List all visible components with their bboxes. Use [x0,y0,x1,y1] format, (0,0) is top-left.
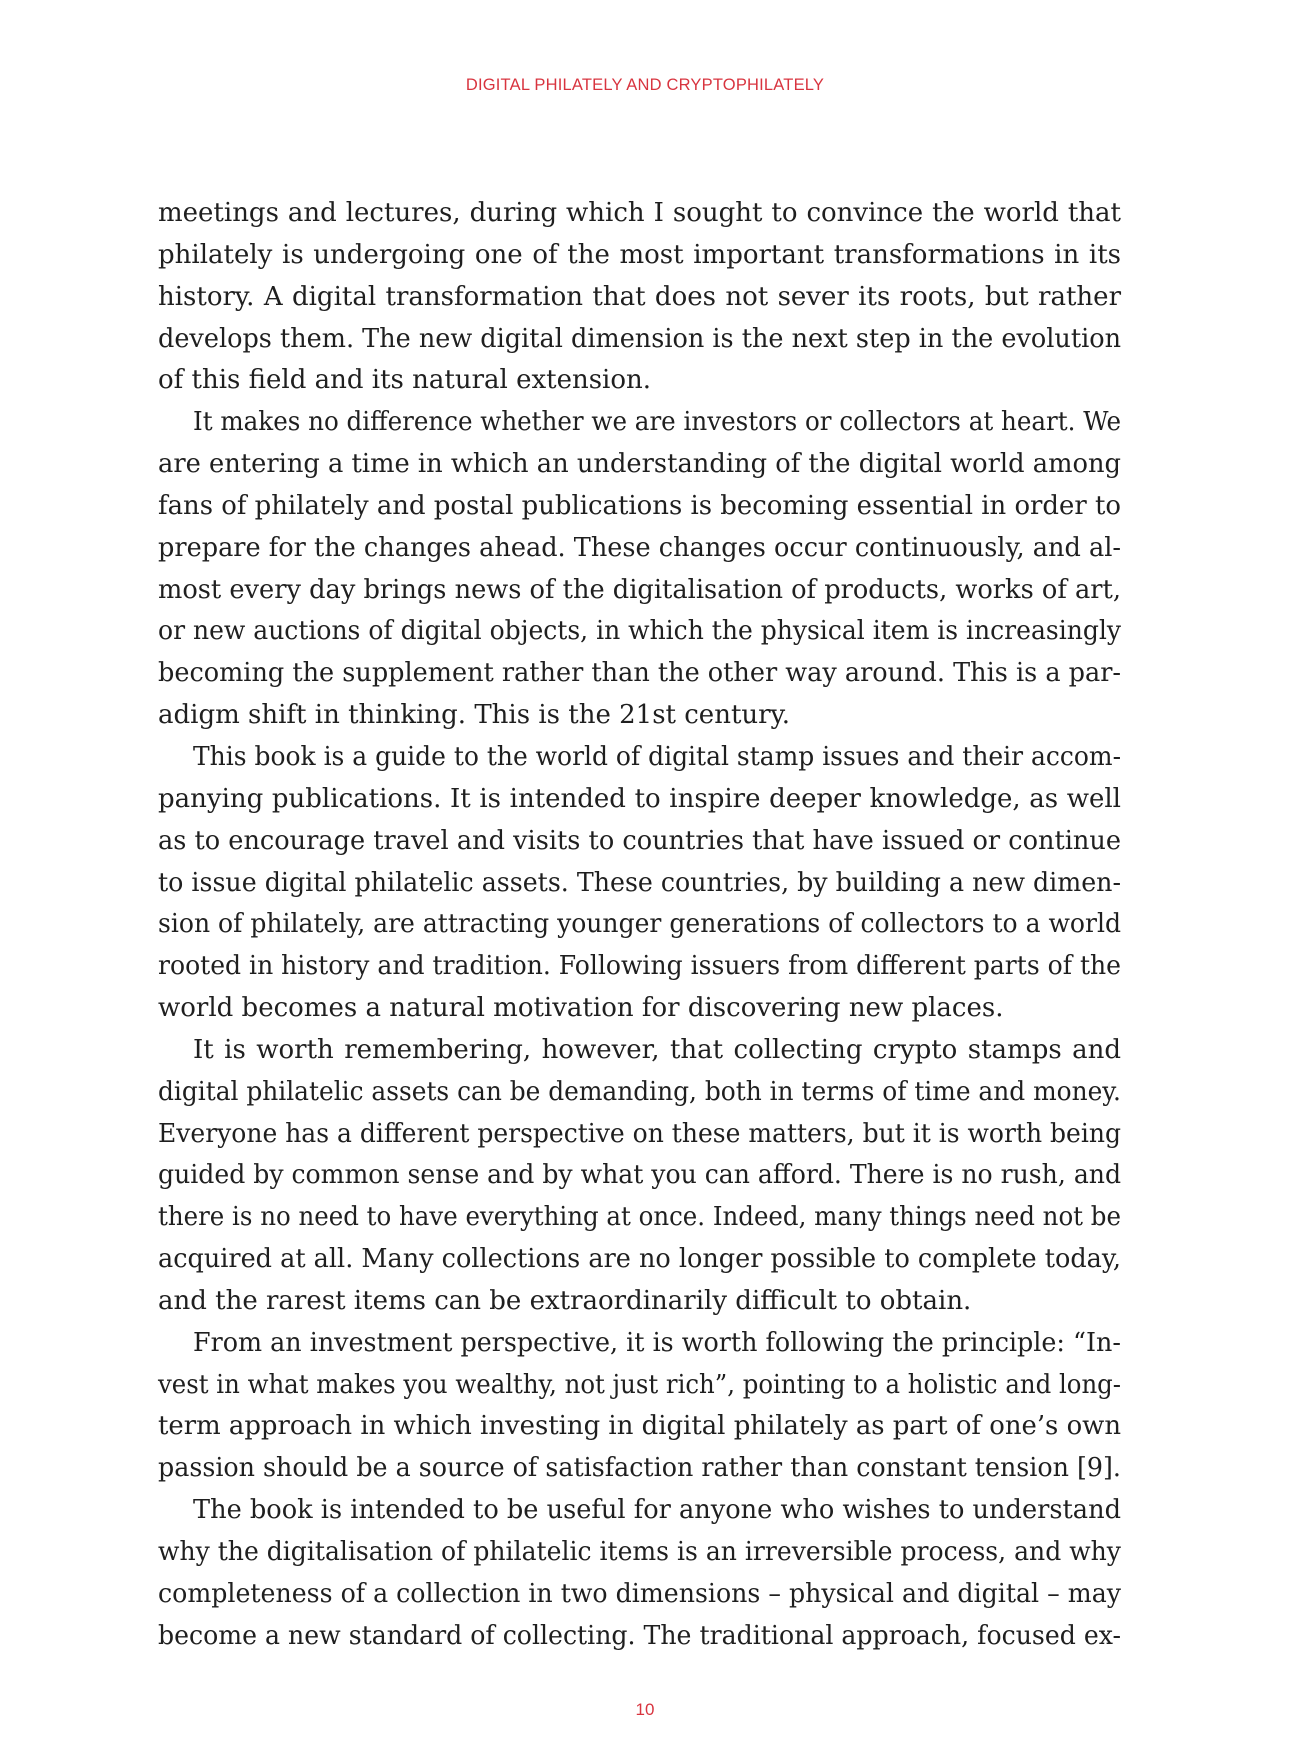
text-line: vest in what makes you wealthy, not just rich”, pointing to a holistic and long- [158,1369,1122,1400]
text-line: or new auctions of digital objects, in which the physical item is increasingly [158,616,1121,647]
text-line: acquired at all. Many collections are no longer possible to complete today, [158,1244,1122,1275]
text-line: and the rarest items can be extraordinarily difficult to obtain. [158,1285,972,1316]
text-line: term approach in which investing in digital philately as part of one’s own [158,1411,1122,1442]
text-line: Everyone has a different perspective on these matters, but it is worth being [158,1118,1121,1149]
text-line: From an investment perspective, it is worth following the principle: “In- [193,1327,1121,1358]
text-line: It is worth remembering, however, that collecting crypto stamps and [193,1034,1121,1065]
text-line: meetings and lectures, during which I sought to convince the world that [158,198,1121,228]
text-line: guided by common sense and by what you can afford. There is no rush, and [158,1160,1122,1191]
text-line: become a new standard of collecting. The traditional approach, focused ex- [158,1620,1122,1651]
text-line: history. A digital transformation that does not sever its roots, but rather [158,281,1121,312]
text-line: digital philatelic assets can be demanding, both in terms of time and money. [158,1076,1121,1107]
text-line: develops them. The new digital dimension is the next step in the evolution [158,323,1122,354]
page-number: 10 [635,1700,655,1719]
body-text [158,193,1121,1658]
running-header: DIGITAL PHILATELY AND CRYPTOPHILATELY [465,76,825,94]
text-line: rooted in history and tradition. Following issuers from different parts of the [158,951,1122,982]
text-line: It makes no difference whether we are investors or collectors at heart. We [193,407,1122,438]
text-line: completeness of a collection in two dimensions – physical and digital – may [158,1578,1122,1609]
text-line: are entering a time in which an understanding of the digital world among [158,449,1121,480]
text-line: passion should be a source of satisfaction rather than constant tension [9]. [158,1453,1121,1484]
text-line: panying publications. It is intended to inspire deeper knowledge, as well [158,783,1121,814]
text-line: world becomes a natural motivation for discovering new places. [158,993,1004,1024]
text-line: of this field and its natural extension. [158,365,652,396]
text-line: as to encourage travel and visits to countries that have issued or continue [158,825,1121,856]
text-line: The book is intended to be useful for anyone who wishes to understand [193,1495,1121,1526]
text-line: This book is a guide to the world of digital stamp issues and their accom- [193,741,1122,772]
text-line: adigm shift in thinking. This is the 21st century. [158,700,791,731]
text-line: becoming the supplement rather than the other way around. This is a par- [158,658,1122,689]
text-line: why the digitalisation of philatelic items is an irreversible process, and why [158,1537,1121,1567]
text-line: prepare for the changes ahead. These changes occur continuously, and al- [158,532,1122,563]
text-line: there is no need to have everything at once. Indeed, many things need not be [158,1202,1121,1233]
text-line: most every day brings news of the digitalisation of products, works of art, [158,574,1121,605]
text-line: philately is undergoing one of the most important transformations in its [158,239,1121,270]
text-line: fans of philately and postal publications is becoming essential in order to [158,490,1121,521]
text-line: to issue digital philatelic assets. These countries, by building a new dimen- [158,867,1121,898]
text-line: sion of philately, are attracting younger generations of collectors to a world [158,909,1122,940]
